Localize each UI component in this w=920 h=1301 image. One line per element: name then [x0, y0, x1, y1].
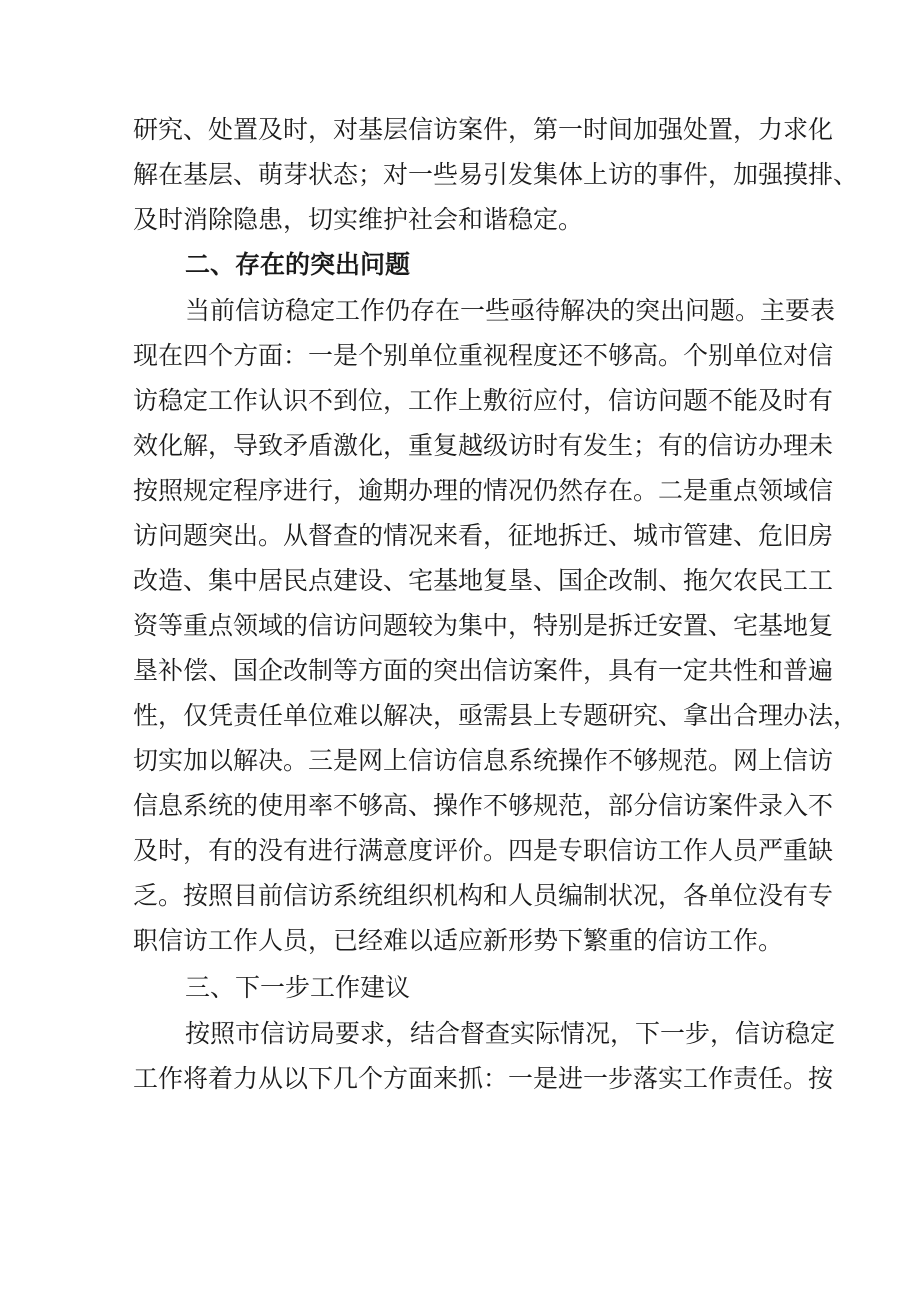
- paragraph-line: 解在基层、萌芽状态；对一些易引发集体上访的事件，加强摸排、: [133, 160, 859, 189]
- paragraph-line: 当前信访稳定工作仍存在一些亟待解决的突出问题。主要表: [185, 296, 836, 325]
- section-heading-2: 二、存在的突出问题: [185, 250, 411, 279]
- paragraph-line: 垦补偿、国企改制等方面的突出信访案件，具有一定共性和普遍: [133, 656, 834, 685]
- paragraph-line: 按照市信访局要求，结合督查实际情况，下一步，信访稳定: [185, 1019, 836, 1048]
- paragraph-line: 乏。按照目前信访系统组织机构和人员编制状况，各单位没有专: [133, 881, 834, 910]
- paragraph-line: 性，仅凭责任单位难以解决，亟需县上专题研究、拿出合理办法，: [133, 701, 859, 730]
- paragraph-line: 切实加以解决。三是网上信访信息系统操作不够规范。网上信访: [133, 746, 834, 775]
- paragraph-line: 改造、集中居民点建设、宅基地复垦、国企改制、拖欠农民工工: [133, 566, 834, 595]
- paragraph-line: 职信访工作人员，已经难以适应新形势下繁重的信访工作。: [133, 926, 784, 955]
- paragraph-line: 现在四个方面：一是个别单位重视程度还不够高。个别单位对信: [133, 341, 834, 370]
- paragraph-line: 效化解，导致矛盾激化，重复越级访时有发生；有的信访办理未: [133, 431, 834, 460]
- paragraph-line: 工作将着力从以下几个方面来抓：一是进一步落实工作责任。按: [133, 1064, 834, 1093]
- paragraph-line: 信息系统的使用率不够高、操作不够规范，部分信访案件录入不: [133, 791, 834, 820]
- paragraph-line: 及时消除隐患，切实维护社会和谐稳定。: [133, 205, 584, 234]
- paragraph-line: 按照规定程序进行，逾期办理的情况仍然存在。二是重点领域信: [133, 476, 834, 505]
- paragraph-line: 研究、处置及时，对基层信访案件，第一时间加强处置，力求化: [133, 115, 834, 144]
- paragraph-line: 访稳定工作认识不到位，工作上敷衍应付，信访问题不能及时有: [133, 386, 834, 415]
- paragraph-line: 及时，有的没有进行满意度评价。四是专职信访工作人员严重缺: [133, 836, 834, 865]
- paragraph-line: 访问题突出。从督查的情况来看，征地拆迁、城市管建、危旧房: [133, 521, 834, 550]
- paragraph-line: 资等重点领域的信访问题较为集中，特别是拆迁安置、宅基地复: [133, 611, 834, 640]
- section-heading-3: 三、下一步工作建议: [185, 973, 411, 1002]
